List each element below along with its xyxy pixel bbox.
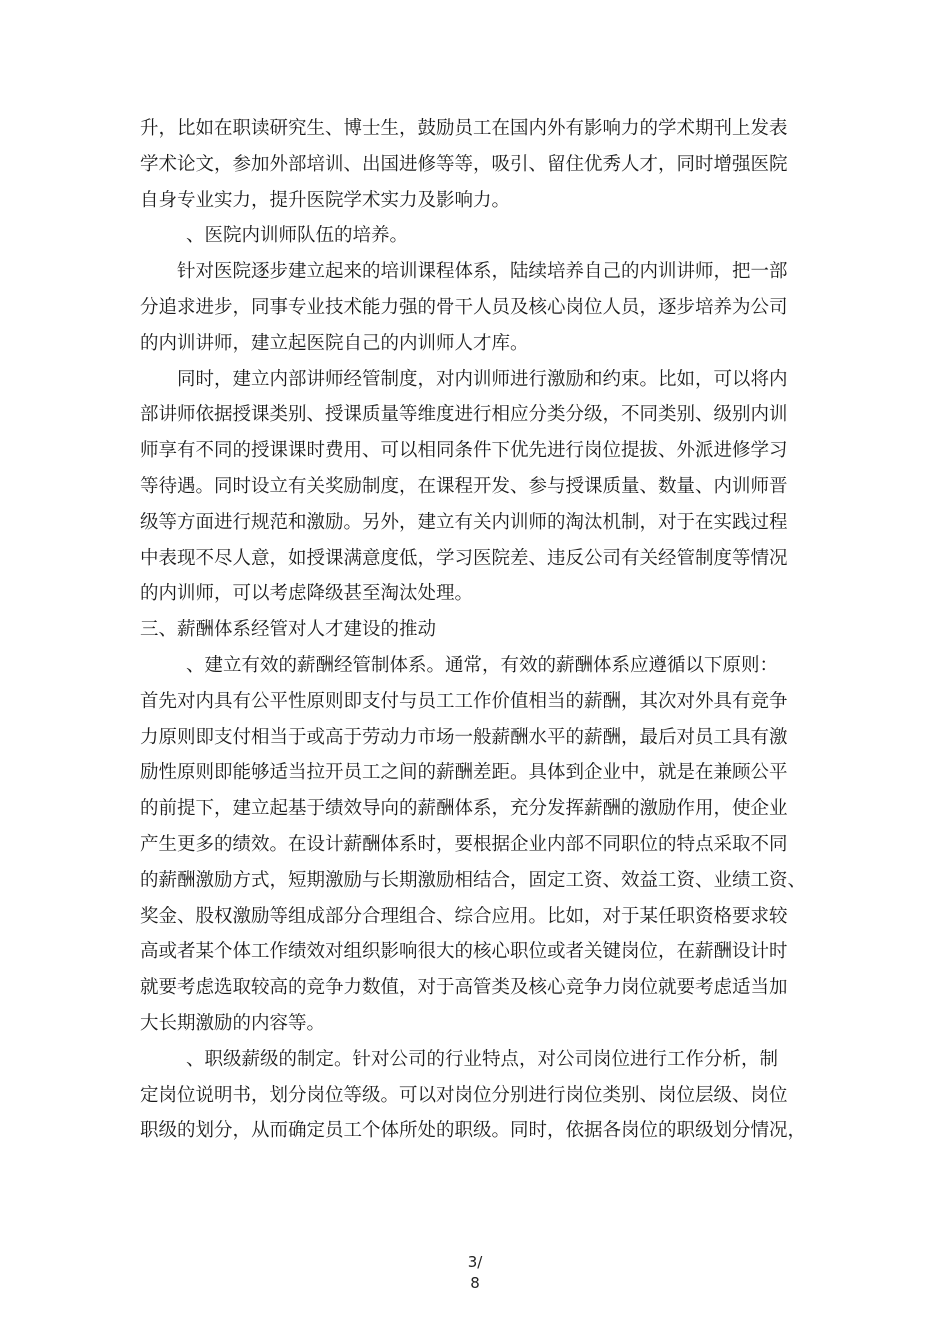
page-number-total: 8 <box>470 1274 480 1292</box>
text-line: 学术论文，参加外部培训、出国进修等等，吸引、留住优秀人才，同时增强医院 <box>140 153 788 175</box>
paragraph <box>140 254 820 361</box>
text-line: 励性原则即能够适当拉开员工之间的薪酬差距。具体到企业中，就是在兼顾公平 <box>140 762 788 784</box>
text-line: 针对医院逐步建立起来的培训课程体系，陆续培养自己的内训讲师，把一部 <box>177 261 788 283</box>
page-number <box>0 1252 950 1294</box>
text-line: 首先对内具有公平性原则即支付与员工工作价值相当的薪酬，其次对外具有竞争 <box>140 690 788 712</box>
paragraph <box>140 1042 820 1149</box>
text-line: 分追求进步，同事专业技术能力强的骨干人员及核心岗位人员，逐步培养为公司 <box>140 296 788 318</box>
text-line: 级等方面进行规范和激励。另外，建立有关内训师的淘汰机制，对于在实践过程 <box>140 511 788 533</box>
text-line: 师享有不同的授课课时费用、可以相同条件下优先进行岗位提拔、外派进修学习 <box>140 440 788 462</box>
text-line: 、建立有效的薪酬经管制体系。通常，有效的薪酬体系应遵循以下原则： <box>186 654 779 676</box>
text-line: 等待遇。同时设立有关奖励制度，在课程开发、参与授课质量、数量、内训师晋 <box>140 475 788 497</box>
paragraph <box>140 362 820 613</box>
text-line: 、职级薪级的制定。针对公司的行业特点，对公司岗位进行工作分析，制 <box>186 1048 779 1070</box>
text-line: 产生更多的绩效。在设计薪酬体系时，要根据企业内部不同职位的特点采取不同 <box>140 833 788 855</box>
text-line: 奖金、股权激励等组成部分合理组合、综合应用。比如，对于某任职资格要求较 <box>140 905 788 927</box>
paragraph <box>140 684 820 1042</box>
page-number-current: 3/ <box>467 1253 483 1271</box>
paragraph <box>140 218 820 254</box>
text-line: 自身专业实力，提升医院学术实力及影响力。 <box>140 189 511 211</box>
text-line: 同时，建立内部讲师经管制度，对内训师进行激励和约束。比如，可以将内 <box>177 368 788 390</box>
paragraph <box>140 648 820 684</box>
text-line: 、医院内训师队伍的培养。 <box>186 225 409 247</box>
text-line: 力原则即支付相当于或高于劳动力市场一般薪酬水平的薪酬，最后对员工具有激 <box>140 726 788 748</box>
text-line: 定岗位说明书，划分岗位等级。可以对岗位分别进行岗位类别、岗位层级、岗位 <box>140 1084 788 1106</box>
text-line: 高或者某个体工作绩效对组织影响很大的核心职位或者关键岗位，在薪酬设计时 <box>140 941 788 963</box>
text-line: 三、薪酬体系经管对人才建设的推动 <box>140 619 437 641</box>
text-line: 职级的划分，从而确定员工个体所处的职级。同时，依据各岗位的职级划分情况， <box>140 1120 807 1142</box>
paragraph <box>140 612 820 648</box>
text-line: 的前提下，建立起基于绩效导向的薪酬体系，充分发挥薪酬的激励作用，使企业 <box>140 798 788 820</box>
text-line: 部讲师依据授课类别、授课质量等维度进行相应分类分级，不同类别、级别内训 <box>140 404 788 426</box>
text-line: 中表现不尽人意，如授课满意度低，学习医院差、违反公司有关经管制度等情况 <box>140 547 788 569</box>
text-line: 就要考虑选取较高的竞争力数值，对于高管类及核心竞争力岗位就要考虑适当加 <box>140 977 788 999</box>
text-line: 升，比如在职读研究生、博士生，鼓励员工在国内外有影响力的学术期刊上发表 <box>140 118 788 139</box>
text-line: 的内训师，可以考虑降级甚至淘汰处理。 <box>140 583 474 605</box>
text-line: 大长期激励的内容等。 <box>140 1012 326 1034</box>
text-line: 的薪酬激励方式，短期激励与长期激励相结合，固定工资、效益工资、业绩工资、 <box>140 869 807 891</box>
text-line: 的内训讲师，建立起医院自己的内训师人才库。 <box>140 332 529 354</box>
body-text <box>140 111 820 1149</box>
paragraph <box>140 111 820 218</box>
